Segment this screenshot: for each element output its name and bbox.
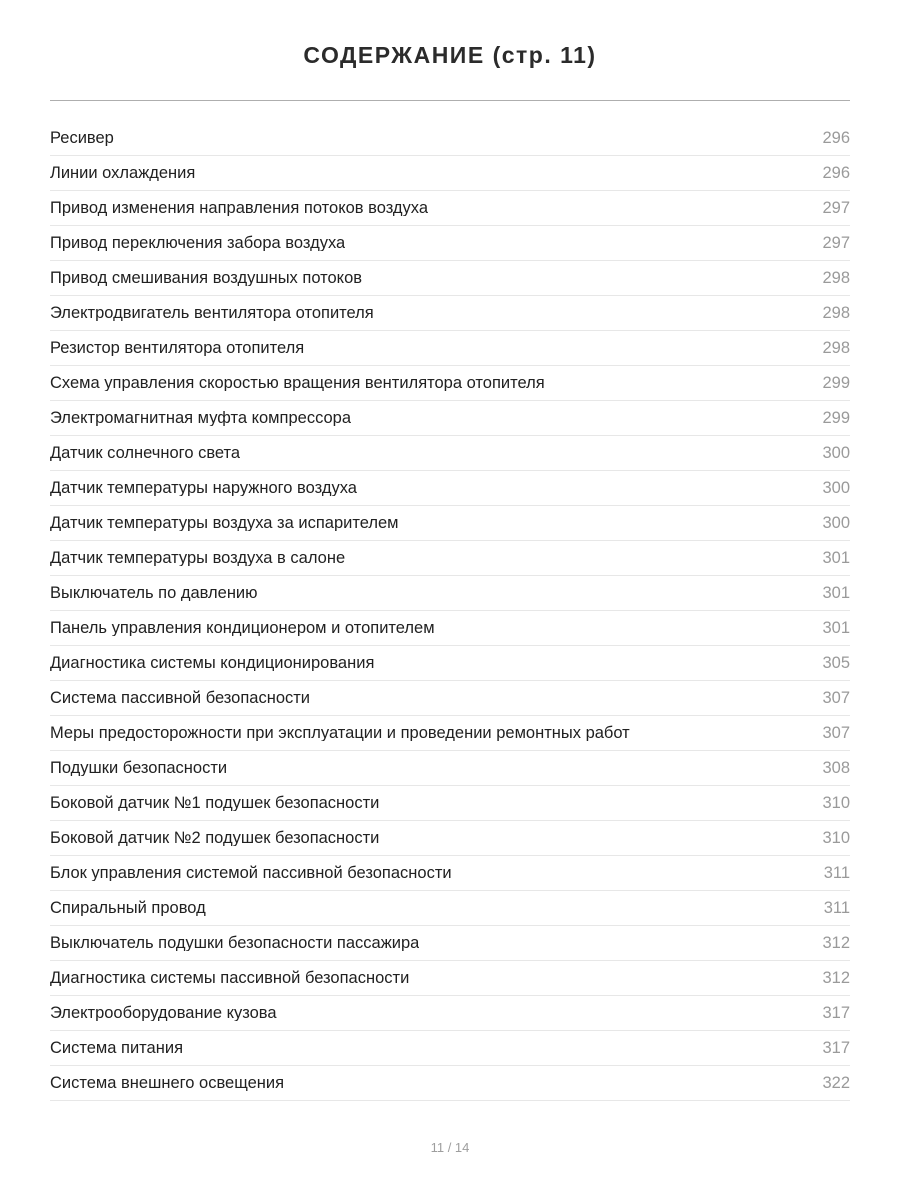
toc-entry-label: Электрооборудование кузова: [50, 1004, 277, 1022]
page-indicator: 11 / 14: [430, 1140, 470, 1155]
toc-entry-label: Датчик солнечного света: [50, 444, 241, 462]
toc-row: [50, 261, 850, 296]
toc-entry-label: Электромагнитная муфта компрессора: [50, 409, 352, 427]
toc-row: [50, 646, 850, 681]
toc-row: [50, 716, 850, 751]
page-title: СОДЕРЖАНИЕ (стр. 11): [303, 42, 597, 68]
toc-row: [50, 436, 850, 471]
toc-entry-label: Привод смешивания воздушных потоков: [50, 269, 363, 287]
toc-entry-page-number: 312: [822, 933, 850, 952]
toc-entry-label: Выключатель подушки безопасности пассажира: [50, 934, 420, 952]
toc-row: [50, 366, 850, 401]
toc-entry-page-number: 296: [822, 163, 850, 182]
toc-entry-label: Боковой датчик №1 подушек безопасности: [50, 794, 380, 812]
page-header: [0, 0, 900, 100]
toc-entry-page-number: 299: [822, 408, 850, 427]
toc-row: [50, 576, 850, 611]
toc-entry-label: Спиральный провод: [50, 899, 206, 917]
toc-entry-page-number: 310: [822, 793, 850, 812]
toc-entry-page-number: 300: [822, 478, 850, 497]
toc-entry-label: Блок управления системой пассивной безопасности: [50, 864, 452, 882]
toc-row: [50, 401, 850, 436]
toc-entry-page-number: 311: [823, 898, 850, 917]
toc-entry-page-number: 307: [822, 723, 850, 742]
toc-row: [50, 121, 850, 156]
toc-entry-page-number: 298: [822, 268, 850, 287]
toc-row: [50, 926, 850, 961]
toc-entry-page-number: 305: [822, 653, 850, 672]
toc-entry-label: Резистор вентилятора отопителя: [50, 339, 305, 357]
toc-entry-label: Электродвигатель вентилятора отопителя: [50, 304, 374, 322]
toc-entry-page-number: 308: [822, 758, 850, 777]
toc-row: [50, 296, 850, 331]
toc-row: [50, 961, 850, 996]
toc-entry-page-number: 301: [822, 548, 850, 567]
toc-entry-label: Панель управления кондиционером и отопителем: [50, 619, 435, 637]
toc-list: [50, 101, 850, 1101]
toc-entry-label: Боковой датчик №2 подушек безопасности: [50, 829, 380, 847]
toc-entry-label: Датчик температуры воздуха в салоне: [50, 549, 346, 567]
toc-entry-page-number: 311: [823, 863, 850, 882]
toc-row: [50, 226, 850, 261]
toc-entry-page-number: 307: [822, 688, 850, 707]
toc-entry-page-number: 297: [822, 198, 850, 217]
toc-entry-page-number: 298: [822, 303, 850, 322]
toc-entry-page-number: 322: [822, 1073, 850, 1092]
toc-entry-page-number: 296: [822, 128, 850, 147]
toc-entry-page-number: 300: [822, 443, 850, 462]
toc-entry-page-number: 299: [822, 373, 850, 392]
toc-row: [50, 611, 850, 646]
toc-entry-label: Система питания: [50, 1039, 183, 1057]
toc-row: [50, 541, 850, 576]
toc-row: [50, 156, 850, 191]
toc-row: [50, 331, 850, 366]
toc-entry-label: Датчик температуры наружного воздуха: [50, 479, 357, 497]
toc-row: [50, 191, 850, 226]
toc-entry-page-number: 310: [822, 828, 850, 847]
toc-row: [50, 786, 850, 821]
toc-row: [50, 471, 850, 506]
toc-row: [50, 821, 850, 856]
toc-entry-label: Подушки безопасности: [50, 759, 228, 777]
toc-entry-label: Привод переключения забора воздуха: [50, 234, 346, 252]
toc-entry-label: Датчик температуры воздуха за испарителем: [50, 514, 399, 532]
toc-entry-page-number: 317: [822, 1038, 850, 1057]
toc-row: [50, 1031, 850, 1066]
toc-entry-page-number: 317: [822, 1003, 850, 1022]
toc-row: [50, 506, 850, 541]
toc-row: [50, 996, 850, 1031]
toc-entry-label: Ресивер: [50, 129, 114, 147]
toc-row: [50, 891, 850, 926]
toc-entry-label: Выключатель по давлению: [50, 584, 258, 602]
toc-row: [50, 856, 850, 891]
toc-entry-page-number: 301: [822, 618, 850, 637]
toc-entry-label: Диагностика системы пассивной безопасности: [50, 969, 410, 987]
toc-entry-page-number: 298: [822, 338, 850, 357]
toc-row: [50, 751, 850, 786]
toc-entry-label: Диагностика системы кондиционирования: [50, 654, 375, 672]
toc-entry-label: Схема управления скоростью вращения вентилятора отопителя: [50, 374, 545, 392]
toc-entry-page-number: 297: [822, 233, 850, 252]
toc-row: [50, 681, 850, 716]
toc-entry-page-number: 312: [822, 968, 850, 987]
toc-entry-label: Система пассивной безопасности: [50, 689, 311, 707]
toc-entry-label: Система внешнего освещения: [50, 1074, 285, 1092]
toc-entry-label: Линии охлаждения: [50, 164, 196, 182]
toc-entry-label: Меры предосторожности при эксплуатации и проведении ремонтных работ: [50, 724, 630, 742]
toc-entry-label: Привод изменения направления потоков воздуха: [50, 199, 429, 217]
toc-row: [50, 1066, 850, 1101]
toc-entry-page-number: 300: [822, 513, 850, 532]
toc-entry-page-number: 301: [822, 583, 850, 602]
